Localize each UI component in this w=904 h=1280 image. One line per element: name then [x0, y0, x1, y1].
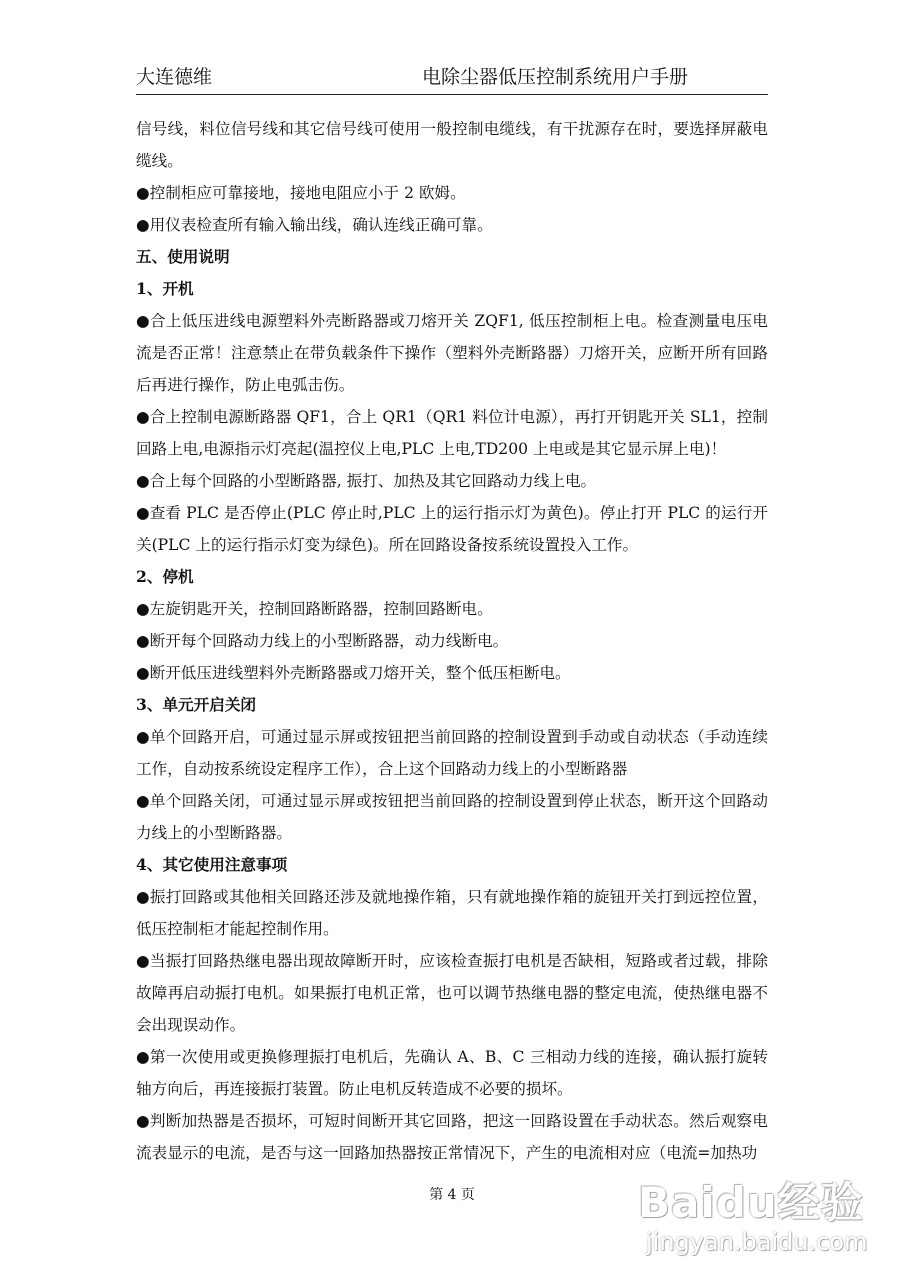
section-heading: 4、其它使用注意事项	[136, 855, 288, 874]
paragraph: ●断开每个回路动力线上的小型断路器，动力线断电。	[136, 632, 509, 650]
company-name: 大连德维	[136, 66, 213, 88]
paragraph: ●合上低压进线电源塑料外壳断路器或刀熔开关 ZQF1, 低压控制柜上电。检查测量电压电流是否正常！注意禁止在带负载条件下操作（塑料外壳断路器）刀熔开关，应断开所有回路后再进行操作，防止电弧击伤。	[136, 312, 768, 394]
section-heading: 五、使用说明	[136, 247, 230, 266]
paragraph: ●左旋钥匙开关，控制回路断路器，控制回路断电。	[136, 600, 493, 618]
paragraph: ●用仪表检查所有输入输出线，确认连线正确可靠。	[136, 216, 493, 234]
watermark-url: jingyan.baidu.com	[646, 1228, 868, 1256]
section-heading: 2、停机	[136, 567, 194, 586]
page-number: 第 4 页	[429, 1187, 475, 1203]
paragraph: ●第一次使用或更换修理振打电机后，先确认 A、B、C 三相动力线的连接，确认振打旋转轴方向后，再连接振打装置。防止电机反转造成不必要的损坏。	[136, 1048, 768, 1098]
manual-title: 电除尘器低压控制系统用户手册	[422, 66, 689, 88]
paragraph: ●控制柜应可靠接地，接地电阻应小于 2 欧姆。	[136, 184, 466, 202]
watermark-logo	[638, 1170, 864, 1230]
section-heading: 1、开机	[136, 279, 194, 298]
paragraph: ●振打回路或其他相关回路还涉及就地操作箱，只有就地操作箱的旋钮开关打到远控位置，低压控制柜才能起控制作用。	[136, 888, 768, 938]
paragraph: 信号线，料位信号线和其它信号线可使用一般控制电缆线，有干扰源存在时，要选择屏蔽电缆线。	[136, 120, 768, 170]
document-body	[136, 113, 768, 1169]
paragraph: ●断开低压进线塑料外壳断路器或刀熔开关，整个低压柜断电。	[136, 664, 571, 682]
paragraph: ●单个回路关闭，可通过显示屏或按钮把当前回路的控制设置到停止状态，断开这个回路动力线上的小型断路器。	[136, 792, 768, 842]
page-header	[136, 60, 768, 95]
paragraph: ●当振打回路热继电器出现故障断开时，应该检查振打电机是否缺相，短路或者过载，排除故障再启动振打电机。如果振打电机正常，也可以调节热继电器的整定电流，使热继电器不会出现误动作。	[136, 952, 768, 1034]
paragraph: ●判断加热器是否损坏，可短时间断开其它回路，把这一回路设置在手动状态。然后观察电流表显示的电流，是否与这一回路加热器按正常情况下，产生的电流相对应（电流=加热功	[136, 1112, 768, 1162]
paragraph: ●合上控制电源断路器 QF1，合上 QR1（QR1 料位计电源），再打开钥匙开关 SL1，控制回路上电,电源指示灯亮起(温控仪上电,PLC 上电,TD200 上电或是其它显示屏上电)！	[136, 408, 768, 458]
paragraph: ●合上每个回路的小型断路器, 振打、加热及其它回路动力线上电。	[136, 472, 597, 490]
watermark-logo-text: Baidu经验	[638, 1178, 864, 1227]
paragraph: ●查看 PLC 是否停止(PLC 停止时,PLC 上的运行指示灯为黄色)。停止打开 PLC 的运行开关(PLC 上的运行指示灯变为绿色)。所在回路设备按系统设置投入工作。	[136, 504, 768, 554]
paragraph: ●单个回路开启，可通过显示屏或按钮把当前回路的控制设置到手动或自动状态（手动连续工作，自动按系统设定程序工作），合上这个回路动力线上的小型断路器	[136, 728, 768, 778]
baidu-watermark	[616, 1170, 886, 1270]
section-heading: 3、单元开启关闭	[136, 695, 257, 714]
